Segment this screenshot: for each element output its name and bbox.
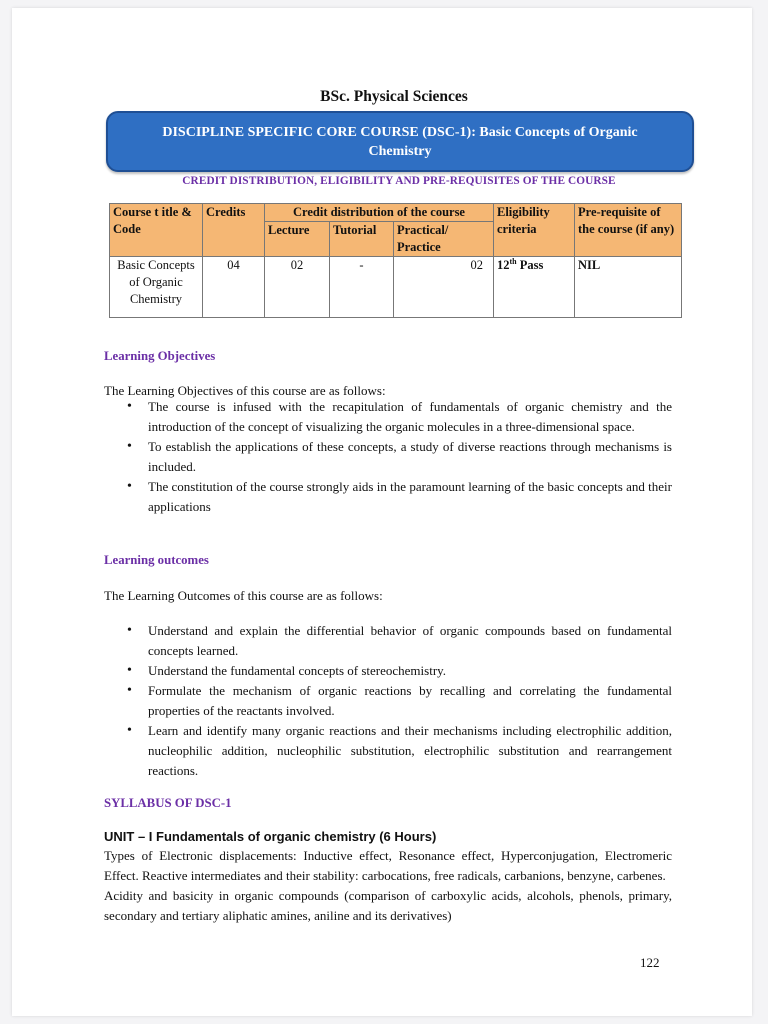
unit-body xyxy=(104,846,672,926)
learning-outcomes-intro: The Learning Outcomes of this course are as follows: xyxy=(104,588,383,603)
list-item: • The course is infused with the recapitulation of fundamentals of organic chemistry and the introduction of the concept of visualizing the organic molecules in a three-dimensional space. xyxy=(126,397,672,437)
header-lecture: Lecture xyxy=(265,222,330,257)
learning-objectives-heading: Learning Objectives xyxy=(104,349,216,363)
credit-distribution-heading: CREDIT DISTRIBUTION, ELIGIBILITY AND PRE-REQUISITES OF THE COURSE xyxy=(182,175,616,187)
learning-outcomes-heading: Learning outcomes xyxy=(104,553,209,567)
cell-eligibility xyxy=(494,257,575,318)
list-item: • Learn and identify many organic reactions and their mechanisms including electrophilic addition, nucleophilic addition, nucleophilic substitution, electrophilic substitution and rearrangement reactions. xyxy=(126,721,672,781)
list-item: • Formulate the mechanism of organic reactions by recalling and correlating the fundamental properties of the reactants involved. xyxy=(126,681,672,721)
header-eligibility: Eligibility criteria xyxy=(494,204,575,257)
eligibility-number: 12 xyxy=(497,258,510,272)
list-item: • Understand the fundamental concepts of stereochemistry. xyxy=(126,661,672,681)
eligibility-suffix: th xyxy=(509,256,517,266)
cell-prerequisite: NIL xyxy=(575,257,682,318)
header-credit-distribution: Credit distribution of the course xyxy=(265,204,494,222)
page-number: 122 xyxy=(640,955,660,970)
unit-title: UNIT – I Fundamentals of organic chemistry (6 Hours) xyxy=(104,829,437,844)
course-banner-line1: DISCIPLINE SPECIFIC CORE COURSE (DSC-1): Basic Concepts of Organic xyxy=(162,125,638,140)
course-banner xyxy=(106,111,694,172)
header-tutorial: Tutorial xyxy=(330,222,394,257)
eligibility-text: Pass xyxy=(516,258,544,272)
unit-paragraph: Acidity and basicity in organic compounds (comparison of carboxylic acids, alcohols, phenols, primary, secondary and tertiary aliphatic amines, aniline and its derivatives) xyxy=(104,888,672,923)
header-practical: Practical/ Practice xyxy=(394,222,494,257)
header-course-title: Course t itle & Code xyxy=(110,204,203,257)
program-title: BSc. Physical Sciences xyxy=(320,88,468,105)
document-page xyxy=(12,8,752,1016)
course-banner-line2: Chemistry xyxy=(368,144,432,159)
list-item: • To establish the applications of these concepts, a study of diverse reactions through mechanisms is included. xyxy=(126,437,672,477)
syllabus-heading: SYLLABUS OF DSC-1 xyxy=(104,796,232,810)
header-credits: Credits xyxy=(203,204,265,257)
credit-distribution-table xyxy=(109,203,682,318)
cell-course-title: Basic Concepts of Organic Chemistry xyxy=(110,257,203,318)
learning-outcomes-list xyxy=(126,621,672,781)
cell-credits: 04 xyxy=(203,257,265,318)
table-row xyxy=(110,257,682,318)
unit-paragraph: Types of Electronic displacements: Inductive effect, Resonance effect, Hyperconjugation, Electromeric Effect. Reactive intermediates and their stability: carbocations, free radicals, carbanions, benzyne, carbenes. xyxy=(104,848,672,883)
cell-tutorial: - xyxy=(330,257,394,318)
list-item: • Understand and explain the differential behavior of organic compounds based on fundamental concepts learned. xyxy=(126,621,672,661)
list-item: • The constitution of the course strongly aids in the paramount learning of the basic concepts and their applications xyxy=(126,477,672,517)
header-prerequisite: Pre-requisite of the course (if any) xyxy=(575,204,682,257)
learning-objectives-list xyxy=(126,397,672,517)
cell-lecture: 02 xyxy=(265,257,330,318)
cell-practical: 02 xyxy=(394,257,494,318)
learning-objectives-intro: The Learning Objectives of this course are as follows: xyxy=(104,383,386,398)
